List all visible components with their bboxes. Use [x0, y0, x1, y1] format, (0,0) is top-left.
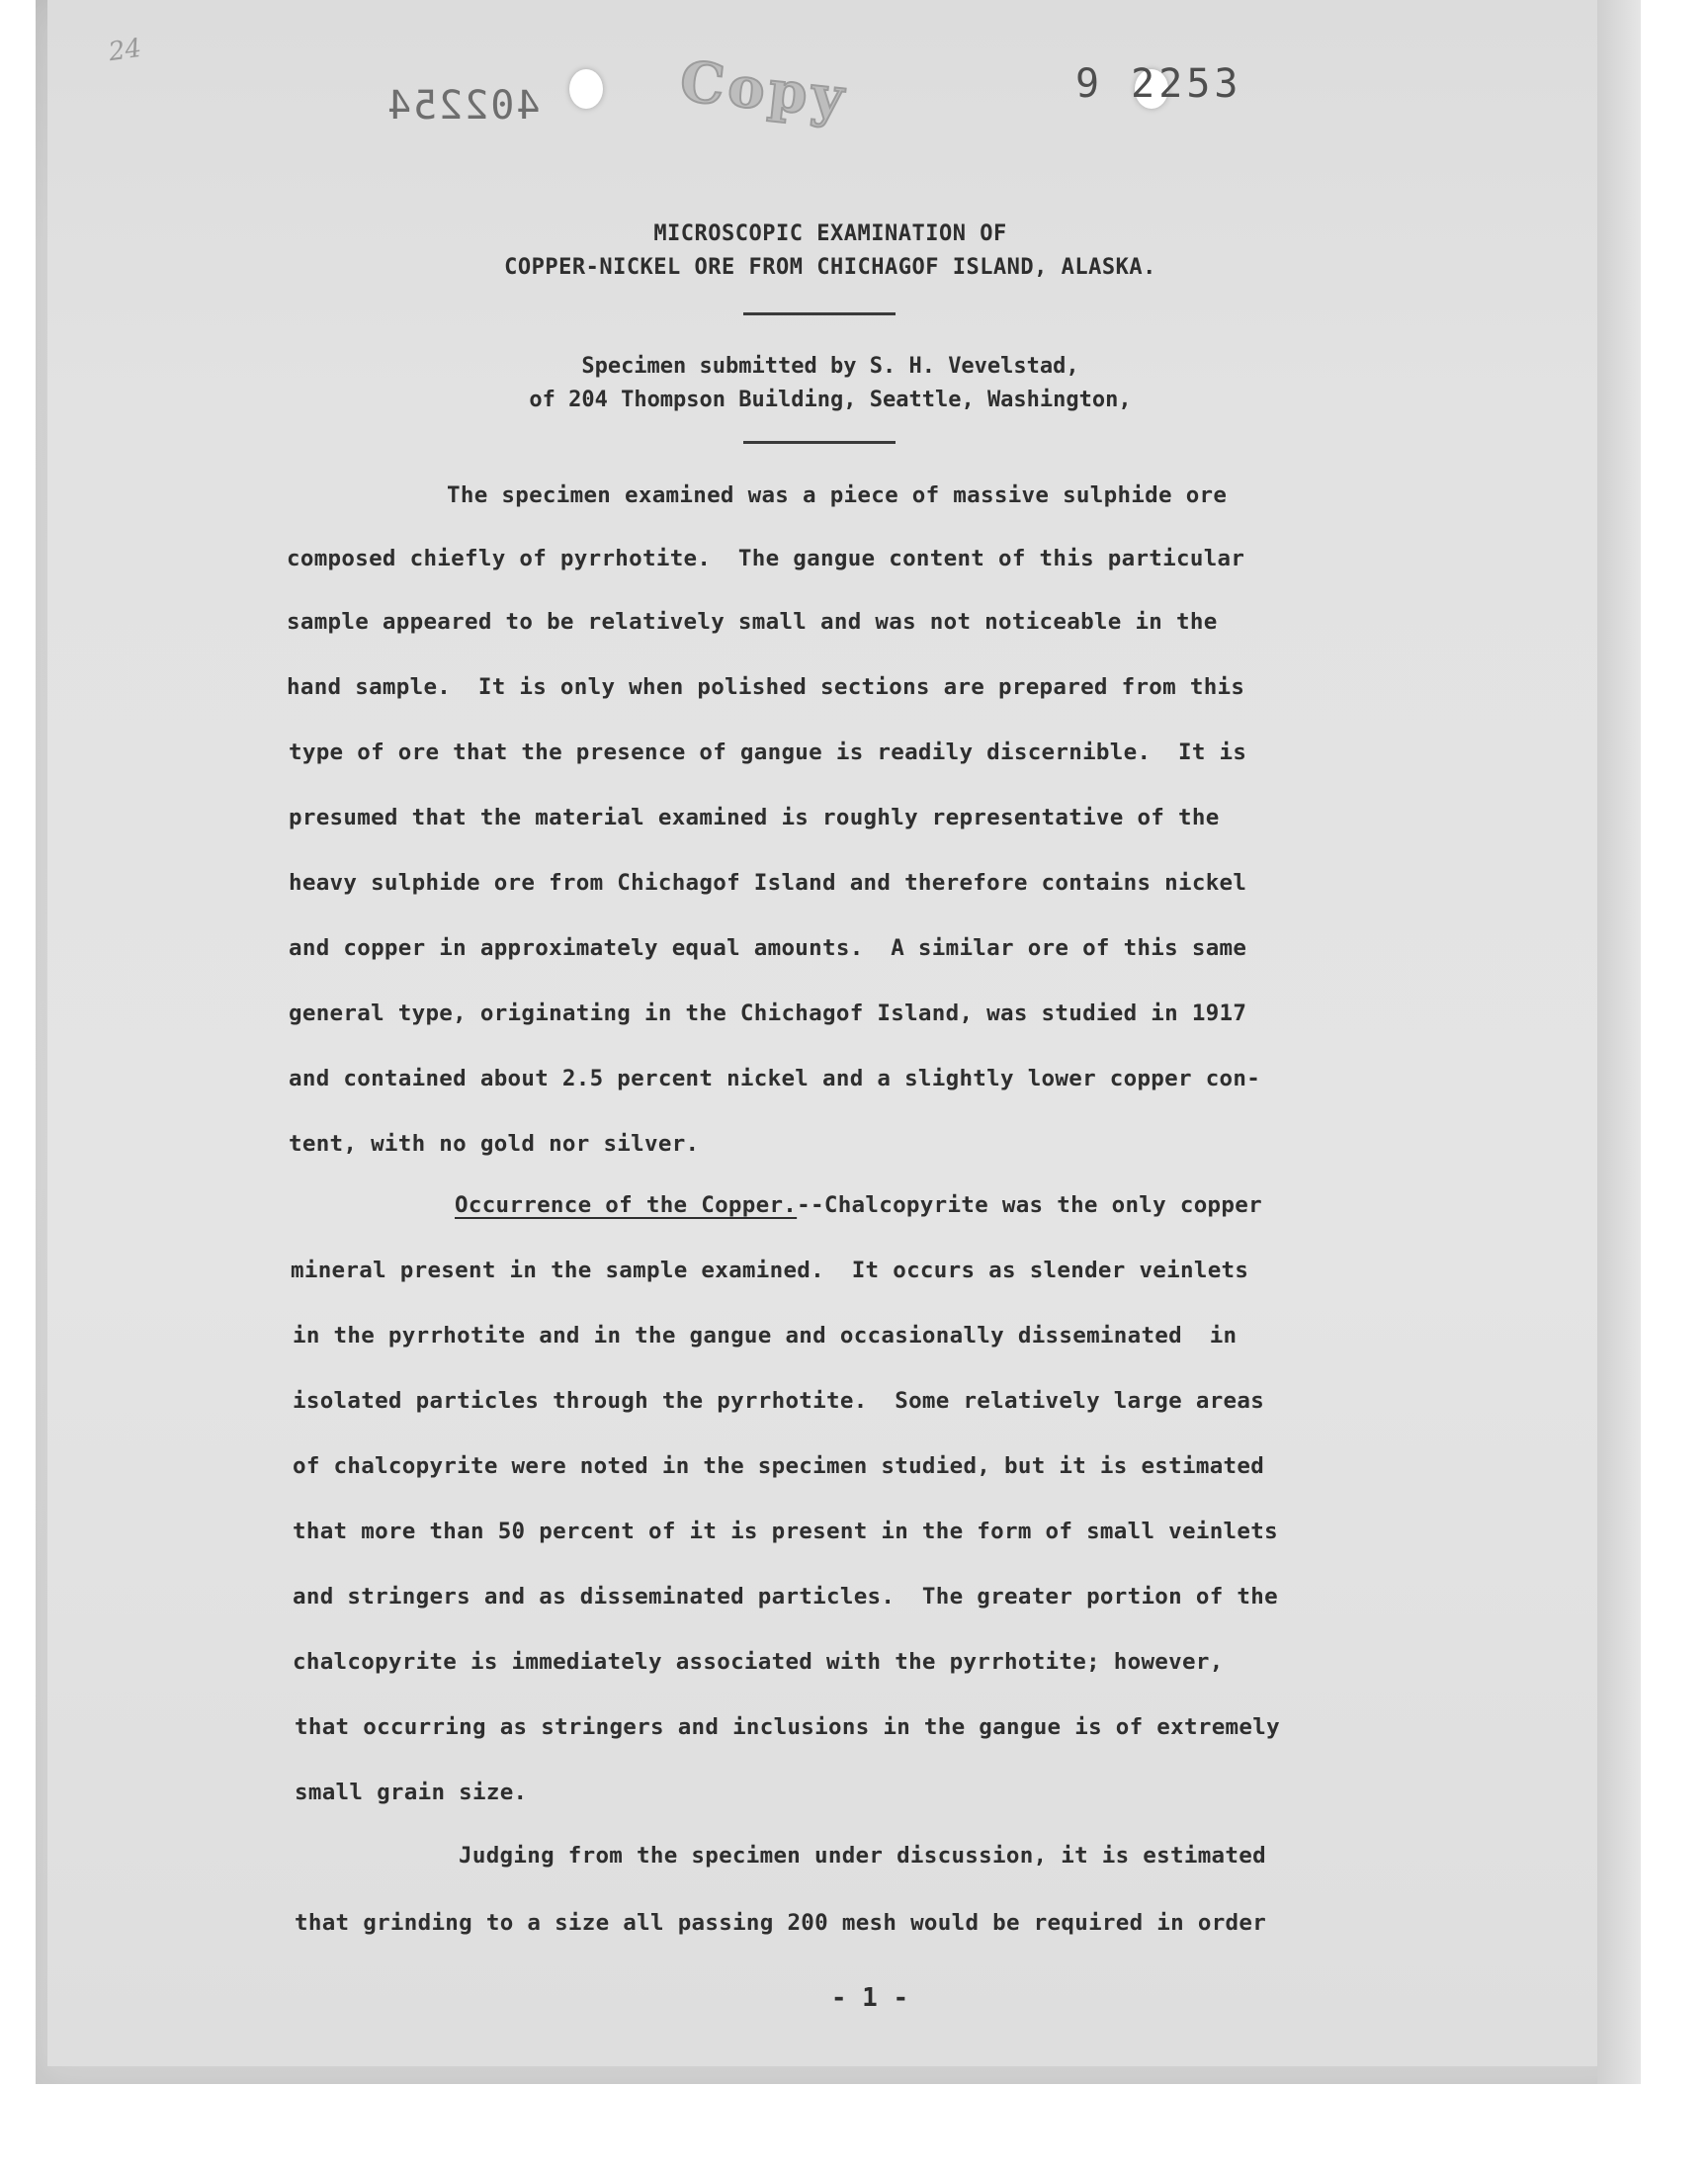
para1-line: hand sample. It is only when polished sections are prepared from this	[287, 674, 1245, 700]
para2-line: chalcopyrite is immediately associated with the pyrrhotite; however,	[293, 1649, 1224, 1675]
para1-line: heavy sulphide ore from Chichagof Island and therefore contains nickel	[289, 870, 1247, 896]
stamp-number-mirrored: 402254	[385, 83, 541, 129]
submitter-line-1: Specimen submitted by S. H. Vevelstad,	[581, 354, 1079, 379]
title-line-1: MICROSCOPIC EXAMINATION OF	[653, 221, 1007, 246]
para2-line: mineral present in the sample examined. It occurs as slender veinlets	[291, 1258, 1249, 1283]
para1-line: and contained about 2.5 percent nickel and a slightly lower copper con-	[289, 1066, 1261, 1091]
corner-note: 24	[107, 33, 144, 68]
para3-line: that grinding to a size all passing 200 mesh would be required in order	[295, 1910, 1267, 1936]
page-number: - 1 -	[830, 1983, 909, 2013]
section-heading-copper: Occurrence of the Copper.	[455, 1192, 798, 1218]
para1-line: The specimen examined was a piece of massive sulphide ore	[447, 482, 1228, 508]
para2-line: isolated particles through the pyrrhotite. Some relatively large areas	[293, 1388, 1265, 1414]
para1-line: sample appeared to be relatively small and was not noticeable in the	[287, 609, 1218, 635]
para1-line: general type, originating in the Chichagof Island, was studied in 1917	[289, 1000, 1247, 1026]
divider-top	[743, 312, 896, 315]
para1-line: presumed that the material examined is roughly representative of the	[289, 805, 1220, 830]
para1-line: tent, with no gold nor silver.	[289, 1131, 700, 1157]
title-line-2: COPPER-NICKEL ORE FROM CHICHAGOF ISLAND, ALASKA.	[504, 255, 1156, 280]
para2-line: in the pyrrhotite and in the gangue and occasionally disseminated in	[293, 1323, 1238, 1348]
para1-line: type of ore that the presence of gangue is readily discernible. It is	[289, 740, 1247, 765]
para3-line: Judging from the specimen under discussion, it is estimated	[459, 1843, 1266, 1869]
para1-line: and copper in approximately equal amounts. A similar ore of this same	[289, 935, 1247, 961]
document-number: 9 2253	[1075, 61, 1242, 107]
copy-stamp: Copy	[677, 48, 851, 131]
divider-bottom	[743, 441, 896, 444]
para1-line: composed chiefly of pyrrhotite. The gangue content of this particular	[287, 546, 1245, 571]
submitter-line-2: of 204 Thompson Building, Seattle, Washington,	[529, 388, 1132, 412]
para2-first-line-rest: --Chalcopyrite was the only copper	[797, 1192, 1262, 1218]
para2-first-line	[455, 1192, 1262, 1218]
para2-line: of chalcopyrite were noted in the specimen studied, but it is estimated	[293, 1453, 1265, 1479]
para2-line: small grain size.	[295, 1780, 528, 1805]
para2-line: that more than 50 percent of it is present in the form of small veinlets	[293, 1519, 1278, 1544]
para2-line: and stringers and as disseminated particles. The greater portion of the	[293, 1584, 1278, 1610]
para2-line: that occurring as stringers and inclusions in the gangue is of extremely	[295, 1714, 1280, 1740]
